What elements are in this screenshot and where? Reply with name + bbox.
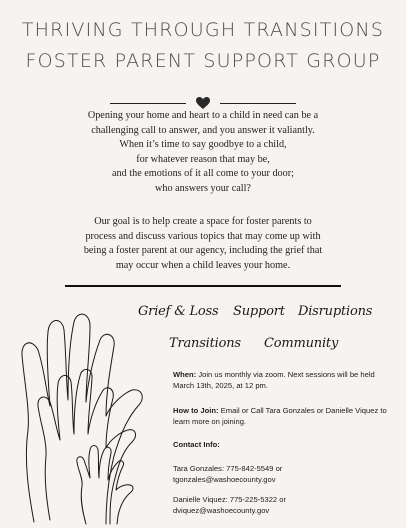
- intro-poem: [40, 109, 366, 197]
- title-line-2: FOSTER PARENT SUPPORT GROUP: [25, 50, 381, 72]
- topic-grief-loss: Grief & Loss: [138, 304, 219, 319]
- topic-support: Support: [233, 304, 285, 319]
- hands-illustration: [14, 310, 174, 528]
- poem-line: Opening your home and heart to a child in need can be a: [87, 110, 319, 121]
- goal-paragraph: [40, 215, 366, 273]
- how-label: How to Join:: [173, 406, 219, 415]
- poem-line: for whatever reason that may be,: [136, 153, 270, 165]
- divider-line-left: [110, 103, 186, 104]
- when-info: [173, 369, 395, 392]
- title-line-1: THRIVING THROUGH TRANSITIONS: [21, 19, 385, 41]
- how-text: Email or Call Tara Gonzales or Danielle Viquez to learn more on joining.: [173, 406, 387, 427]
- when-text: Join us monthly via zoom. Next sessions will be held March 13th, 2025, at 12 pm.: [173, 370, 375, 391]
- goal-line: Our goal is to help create a space for foster parents to: [94, 216, 312, 227]
- contact-danielle: [173, 494, 395, 517]
- tara-email[interactable]: tgonzales@washoecounty.gov: [173, 475, 276, 485]
- poem-line: who answers your call?: [155, 182, 251, 194]
- heart-divider: [110, 96, 296, 110]
- how-to-join-info: [173, 405, 395, 428]
- contact-info-label: Contact Info:: [173, 440, 220, 449]
- topic-disruptions: Disruptions: [298, 304, 373, 319]
- heart-icon: [195, 96, 211, 110]
- section-divider: [65, 285, 341, 287]
- topic-transitions: Transitions: [169, 336, 241, 351]
- tara-phone: Tara Gonzales: 775-842-5549 or: [173, 464, 283, 473]
- danielle-phone: Danielle Viquez: 775-225-5322 or: [173, 495, 287, 504]
- goal-line: process and discuss various topics that may come up with: [85, 230, 321, 242]
- when-label: When:: [173, 370, 197, 379]
- goal-line: may occur when a child leaves your home.: [115, 259, 291, 271]
- contact-tara: [173, 463, 395, 486]
- poem-line: and the emotions of it all come to your door;: [112, 168, 294, 180]
- topic-community: Community: [264, 336, 339, 351]
- poem-line: challenging call to answer, and you answer it valiantly.: [91, 124, 315, 136]
- poem-line: When it’s time to say goodbye to a child,: [119, 139, 287, 151]
- divider-line-right: [220, 103, 296, 104]
- danielle-email[interactable]: dviquez@washoecounty.gov: [173, 506, 270, 516]
- goal-line: being a foster parent at our agency, including the grief that: [83, 245, 323, 257]
